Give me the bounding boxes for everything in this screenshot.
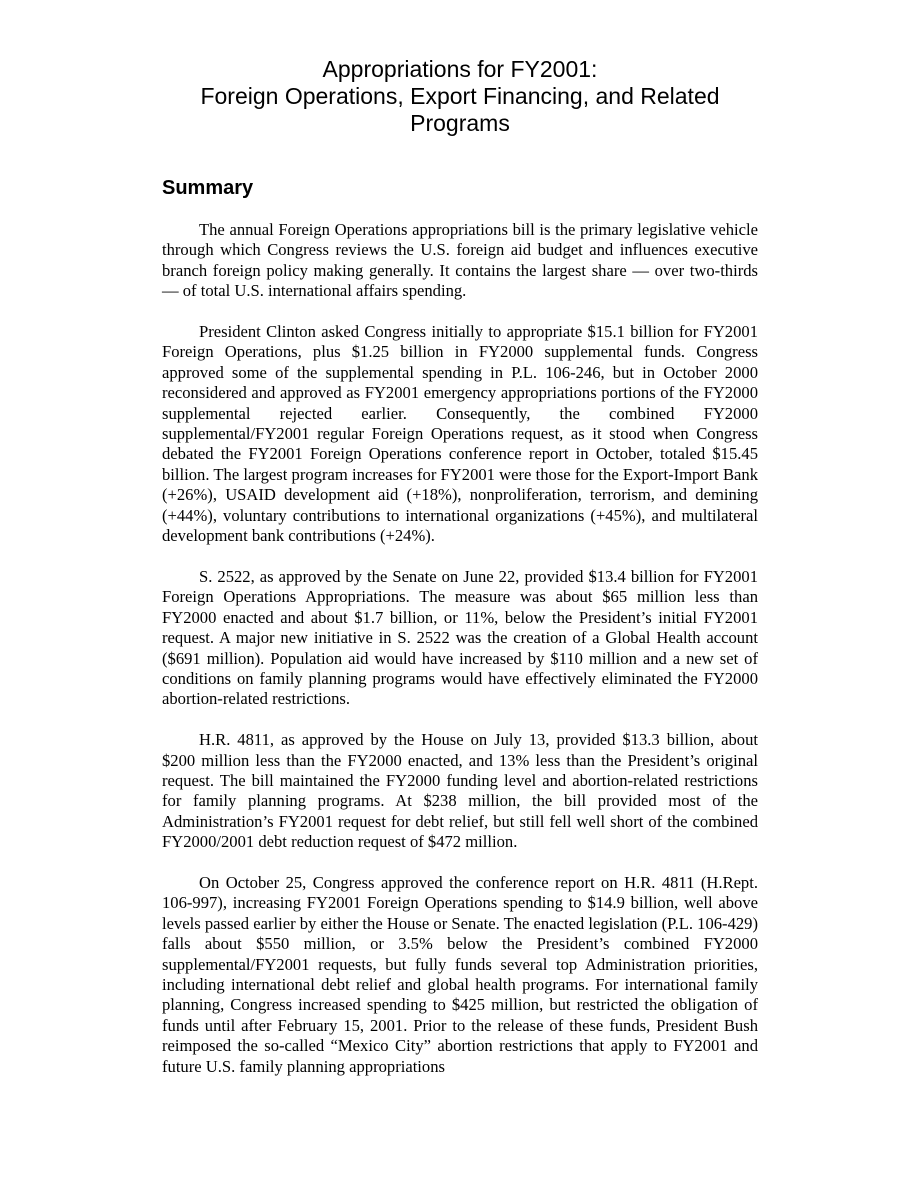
paragraph-4: H.R. 4811, as approved by the House on July 13, provided $13.3 billion, about $200 million less than the FY2000 enacted, and 13% less than the President’s original request. The bill maintained the FY2000 funding level and abortion-related restrictions for family planning programs. At $238 million, the bill provided most of the Administration’s FY2001 request for debt relief, but still fell well short of the combined FY2000/2001 debt reduction request of $472 million. bbox=[162, 730, 758, 852]
title-line-3: Programs bbox=[410, 110, 510, 136]
document-title bbox=[162, 56, 758, 137]
paragraph-2: President Clinton asked Congress initially to appropriate $15.1 billion for FY2001 Foreign Operations, plus $1.25 billion in FY2000 supplemental funds. Congress approved some of the supplemental spending in P.L. 106-246, but in October 2000 reconsidered and approved as FY2001 emergency appropriations portions of the FY2000 supplemental rejected earlier. Consequently, the combined FY2000 supplemental/FY2001 regular Foreign Operations request, as it stood when Congress debated the FY2001 Foreign Operations conference report in October, totaled $15.45 billion. The largest program increases for FY2001 were those for the Export-Import Bank (+26%), USAID development aid (+18%), nonproliferation, terrorism, and demining (+44%), voluntary contributions to international organizations (+45%), and multilateral development bank contributions (+24%). bbox=[162, 322, 758, 546]
paragraph-1: The annual Foreign Operations appropriations bill is the primary legislative vehicle through which Congress reviews the U.S. foreign aid budget and influences executive branch foreign policy making generally. It contains the largest share — over two-thirds — of total U.S. international affairs spending. bbox=[162, 220, 758, 301]
title-line-2: Foreign Operations, Export Financing, and Related bbox=[200, 83, 720, 109]
paragraph-3: S. 2522, as approved by the Senate on June 22, provided $13.4 billion for FY2001 Foreign Operations Appropriations. The measure was about $65 million less than FY2000 enacted and about $1.7 billion, or 11%, below the President’s initial FY2001 request. A major new initiative in S. 2522 was the creation of a Global Health account ($691 million). Population aid would have increased by $110 million and a new set of conditions on family planning programs would have effectively eliminated the FY2000 abortion-related restrictions. bbox=[162, 566, 758, 709]
paragraph-5: On October 25, Congress approved the conference report on H.R. 4811 (H.Rept. 106-997), increasing FY2001 Foreign Operations spending to $14.9 billion, well above levels passed earlier by either the House or Senate. The enacted legislation (P.L. 106-429) falls about $550 million, or 3.5% below the President’s combined FY2000 supplemental/FY2001 requests, but fully funds several top Administration priorities, including international debt relief and global health programs. For international family planning, Congress increased spending to $425 million, but restricted the obligation of funds until after February 15, 2001. Prior to the release of these funds, President Bush reimposed the so-called “Mexico City” abortion restrictions that apply to FY2001 and future U.S. family planning appropriations bbox=[162, 872, 758, 1076]
summary-body bbox=[162, 220, 758, 1097]
section-heading-summary: Summary bbox=[162, 177, 254, 199]
title-line-1: Appropriations for FY2001: bbox=[322, 56, 598, 82]
